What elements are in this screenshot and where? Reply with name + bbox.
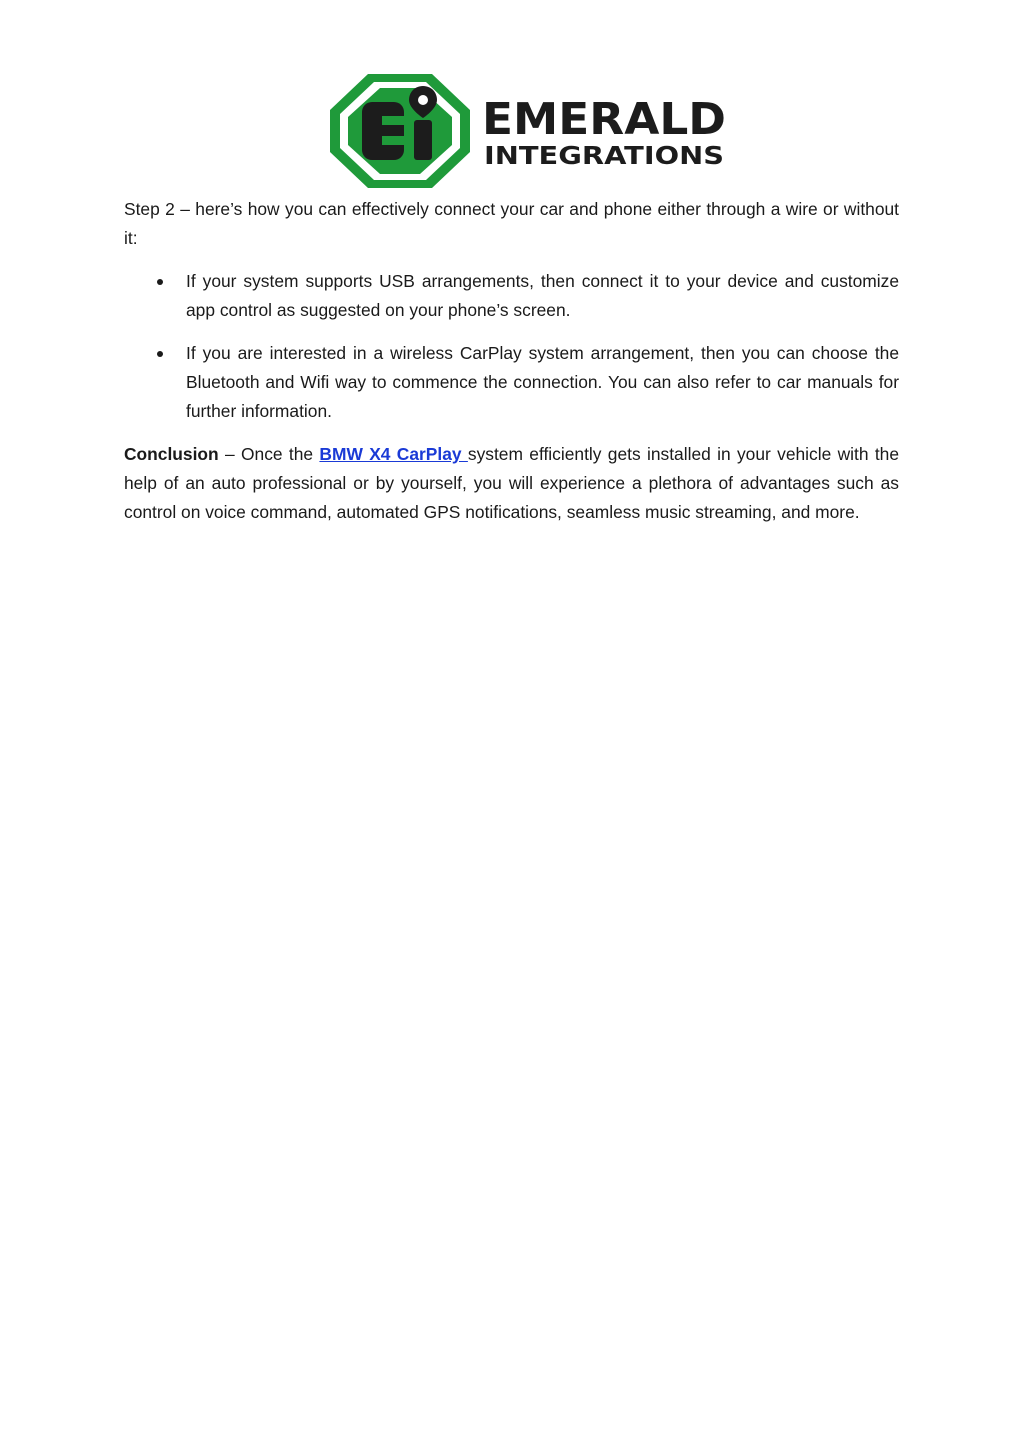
- bullet-text: If your system supports USB arrangements, then connect it to your device and customize app control as suggested on your phone’s screen.: [186, 271, 899, 320]
- document-body: [124, 195, 899, 527]
- bullet-text: If you are interested in a wireless CarPlay system arrangement, then you can choose the Bluetooth and Wifi way to commence the connection. You can also refer to car manuals for further information.: [186, 343, 899, 421]
- logo-line1: EMERALD: [482, 94, 726, 145]
- conclusion-paragraph: [124, 440, 899, 527]
- bullet-list: [124, 267, 899, 426]
- logo-line2: INTEGRATIONS: [484, 141, 724, 170]
- bullet-icon: [157, 279, 163, 285]
- bmw-x4-carplay-link[interactable]: BMW X4 CarPlay: [319, 444, 468, 464]
- bullet-item: [124, 339, 899, 426]
- conclusion-pre-link: – Once the: [218, 444, 320, 464]
- step-paragraph: Step 2 – here’s how you can effectively connect your car and phone either through a wire or without it:: [124, 199, 899, 248]
- conclusion-label: Conclusion: [124, 444, 219, 464]
- bullet-icon: [157, 351, 163, 357]
- emerald-integrations-logo: [330, 72, 730, 190]
- emblem-icon: [330, 74, 470, 188]
- bullet-item: [124, 267, 899, 325]
- logo-graphic: [330, 72, 730, 190]
- conclusion-post-link: system efficiently gets installed in your vehicle with the help of an auto professional or by yourself, you will experience a plethora of advantages such as control on voice command, automated GPS notifications, seamless music streaming, and more.: [124, 444, 900, 522]
